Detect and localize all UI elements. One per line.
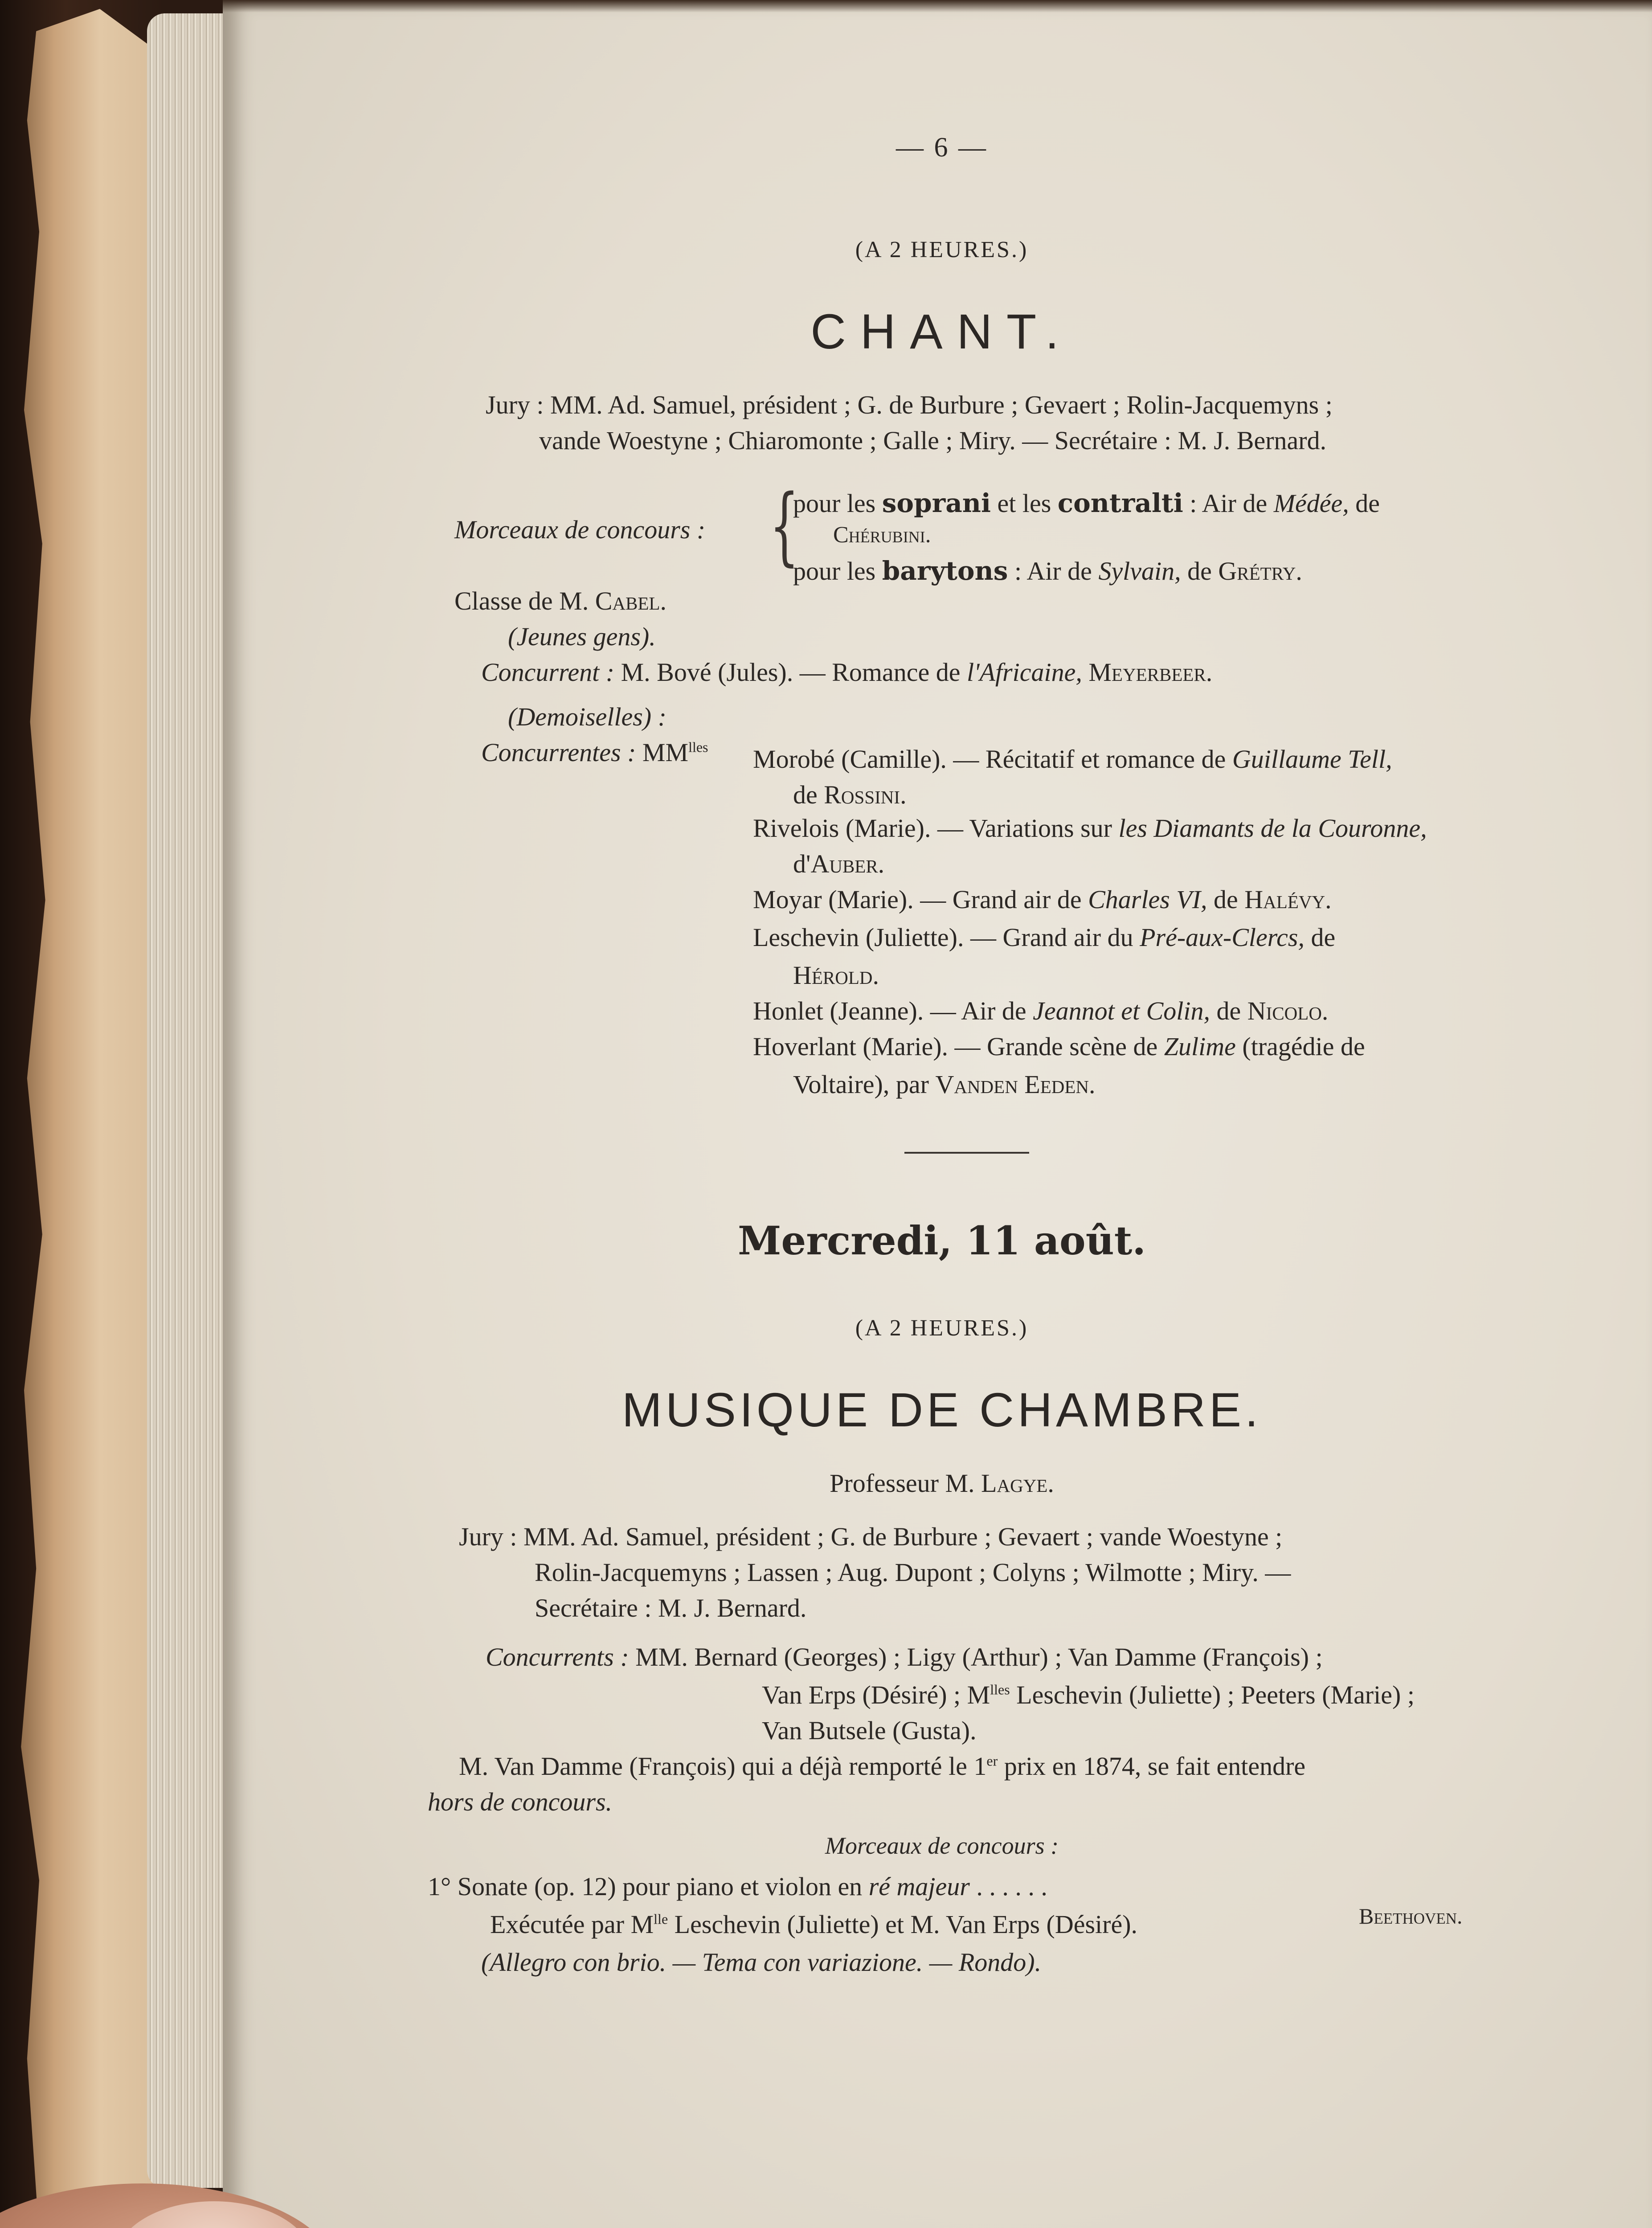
entry-6-pre: Voltaire), par xyxy=(793,1070,929,1099)
entry-6-after: (tragédie de xyxy=(1242,1032,1365,1061)
entry-1-work: Guillaume Tell, xyxy=(1232,745,1392,774)
entry-3-after: de xyxy=(1214,885,1238,914)
entry-1-line1 xyxy=(753,746,1392,772)
concurrents-line3: Van Butsele (Gusta). xyxy=(762,1716,977,1745)
concurrent-composer: Meyerbeer. xyxy=(1088,658,1213,687)
morceaux-1-lead: pour les xyxy=(793,489,876,518)
morceaux-line1 xyxy=(793,490,1380,516)
executee-b: Leschevin (Juliette) et M. Van Erps (Désiré). xyxy=(674,1910,1138,1939)
chambre-jury-line1: Jury : MM. Ad. Samuel, président ; G. de Burbure ; Gevaert ; vande Woestyne ; xyxy=(459,1522,1283,1551)
classe-prefix: Classe de M. xyxy=(454,586,589,615)
morceaux-1-end: : Air de xyxy=(1190,489,1268,518)
concurrent-work: l'Africaine, xyxy=(967,658,1082,687)
note-1a: M. Van Damme (François) qui a déjà remporté le 1 xyxy=(459,1752,987,1781)
morceaux-1-contralti: contralti xyxy=(1057,488,1183,518)
morceaux-1-de: de xyxy=(1355,489,1380,518)
professor-prefix: Professeur M. xyxy=(830,1469,975,1498)
classe-teacher: Cabel. xyxy=(595,586,667,615)
entry-1-pre: de xyxy=(793,780,818,809)
page-number: — 6 — xyxy=(896,132,988,163)
chant-jury-line2: vande Woestyne ; Chiaromonte ; Galle ; Miry. — Secrétaire : M. J. Bernard. xyxy=(539,426,1327,455)
chambre-jury-line2: Rolin-Jacquemyns ; Lassen ; Aug. Dupont ; Colyns ; Wilmotte ; Miry. — xyxy=(535,1558,1291,1587)
demoiselles: (Demoiselles) : xyxy=(508,702,667,731)
morceaux-2-de: de xyxy=(1187,557,1212,586)
morceaux-1-soprani: soprani xyxy=(882,488,991,518)
entry-2-line2 xyxy=(793,851,884,877)
entry-2-work: les Diamants de la Couronne, xyxy=(1118,814,1427,843)
note-sup: er xyxy=(986,1753,998,1769)
movements-line: (Allegro con brio. — Tema con variazione. — Rondo). xyxy=(481,1948,1042,1977)
section-divider xyxy=(904,1152,1029,1154)
concurrents-line2 xyxy=(762,1682,1415,1708)
sonate-dots: . . . . . . xyxy=(976,1872,1047,1901)
note-line2: hors de concours. xyxy=(428,1787,613,1816)
entry-1-composer: Rossini. xyxy=(824,780,907,809)
chambre-jury-line3: Secrétaire : M. J. Bernard. xyxy=(535,1593,807,1622)
jeunes-gens: (Jeunes gens). xyxy=(508,622,656,651)
concurrentes-prefix: MM xyxy=(642,738,689,767)
concurrents-sup: lles xyxy=(990,1681,1010,1698)
executee-a: Exécutée par M xyxy=(490,1910,654,1939)
morceaux-2-work: Sylvain, xyxy=(1098,557,1181,586)
entry-5-after: de xyxy=(1216,996,1241,1025)
concurrents-line1 xyxy=(486,1644,1323,1670)
entry-5 xyxy=(753,998,1328,1024)
entry-6-composer: Vanden Eeden. xyxy=(935,1070,1096,1099)
entry-4-after: de xyxy=(1311,923,1336,952)
executee-line xyxy=(490,1912,1137,1937)
entry-6-line2 xyxy=(793,1072,1096,1098)
entry-4-work: Pré-aux-Clercs, xyxy=(1140,923,1305,952)
entry-6-work: Zulime xyxy=(1164,1032,1236,1061)
concurrent-name: M. Bové (Jules). — Romance de xyxy=(621,658,961,687)
entry-4-text: Leschevin (Juliette). — Grand air du xyxy=(753,923,1133,952)
morceaux-2-barytons: barytons xyxy=(882,556,1008,586)
page-top-shadow xyxy=(223,0,1652,12)
morceaux-1-mid: et les xyxy=(997,489,1051,518)
entry-2-pre: d' xyxy=(793,849,811,878)
section-title-chambre: MUSIQUE DE CHAMBRE. xyxy=(622,1383,1262,1437)
chambre-time: (A 2 HEURES.) xyxy=(855,1315,1029,1341)
entry-5-text: Honlet (Jeanne). — Air de xyxy=(753,996,1026,1025)
day-heading: Mercredi, 11 août. xyxy=(737,1217,1146,1264)
entry-4-composer: Hérold. xyxy=(793,961,879,990)
concurrents-names-2b: Leschevin (Juliette) ; Peeters (Marie) ; xyxy=(1016,1680,1415,1709)
entry-2-line1 xyxy=(753,815,1427,841)
section-title-chant: CHANT. xyxy=(810,304,1073,359)
note-line1 xyxy=(459,1753,1305,1779)
entry-2-text: Rivelois (Marie). — Variations sur xyxy=(753,814,1112,843)
executee-sup: lle xyxy=(654,1911,668,1927)
morceaux-1-work: Médée, xyxy=(1273,489,1349,518)
concurrents-label: Concurrents : xyxy=(486,1642,629,1671)
morceaux-2-lead: pour les xyxy=(793,557,876,586)
entry-3-composer: Halévy. xyxy=(1244,885,1332,914)
entry-3 xyxy=(753,887,1332,913)
sonate-text: 1° Sonate (op. 12) pour piano et violon en xyxy=(428,1872,863,1901)
morceaux-label: Morceaux de concours : xyxy=(454,515,706,544)
brace: { xyxy=(769,476,799,575)
morceaux-1-composer: Chérubini. xyxy=(833,522,931,548)
concurrents-names-2a: Van Erps (Désiré) ; M xyxy=(762,1680,990,1709)
entry-6-text: Hoverlant (Marie). — Grande scène de xyxy=(753,1032,1158,1061)
entry-1-line2 xyxy=(793,782,907,808)
chant-time: (A 2 HEURES.) xyxy=(855,237,1029,262)
classe-line xyxy=(454,588,667,614)
concurrents-names-1: MM. Bernard (Georges) ; Ligy (Arthur) ; Van Damme (François) ; xyxy=(635,1642,1323,1671)
entry-5-work: Jeannot et Colin, xyxy=(1033,996,1210,1025)
sonate-composer: Beethoven. xyxy=(1359,1904,1463,1929)
concurrent-line xyxy=(481,659,1212,685)
morceaux-2-end: : Air de xyxy=(1014,557,1092,586)
morceaux-line2 xyxy=(793,558,1302,584)
concurrentes-label: Concurrentes : xyxy=(481,738,636,767)
sonate-line xyxy=(428,1874,1047,1900)
chant-jury-line1: Jury : MM. Ad. Samuel, président ; G. de Burbure ; Gevaert ; Rolin-Jacquemyns ; xyxy=(486,390,1333,419)
entry-6-line1 xyxy=(753,1034,1365,1060)
entry-2-composer: Auber. xyxy=(810,849,885,878)
entry-3-text: Moyar (Marie). — Grand air de xyxy=(753,885,1082,914)
concurrentes-sup: lles xyxy=(688,739,708,755)
note-1b: prix en 1874, se fait entendre xyxy=(1004,1752,1306,1781)
concurrentes-line xyxy=(481,740,708,766)
entry-5-composer: Nicolo. xyxy=(1247,996,1329,1025)
concurrent-label: Concurrent : xyxy=(481,658,615,687)
morceaux-2-composer: Grétry. xyxy=(1218,557,1302,586)
entry-3-work: Charles VI, xyxy=(1088,885,1207,914)
entry-4-line1 xyxy=(753,925,1335,950)
professor-line xyxy=(232,1470,1652,1496)
chambre-morceaux-label: Morceaux de concours : xyxy=(825,1832,1059,1859)
entry-1-text: Morobé (Camille). — Récitatif et romance de xyxy=(753,745,1226,774)
sonate-key: ré majeur xyxy=(868,1872,970,1901)
page-stack xyxy=(147,13,227,2188)
professor-name: Lagye. xyxy=(981,1469,1054,1498)
